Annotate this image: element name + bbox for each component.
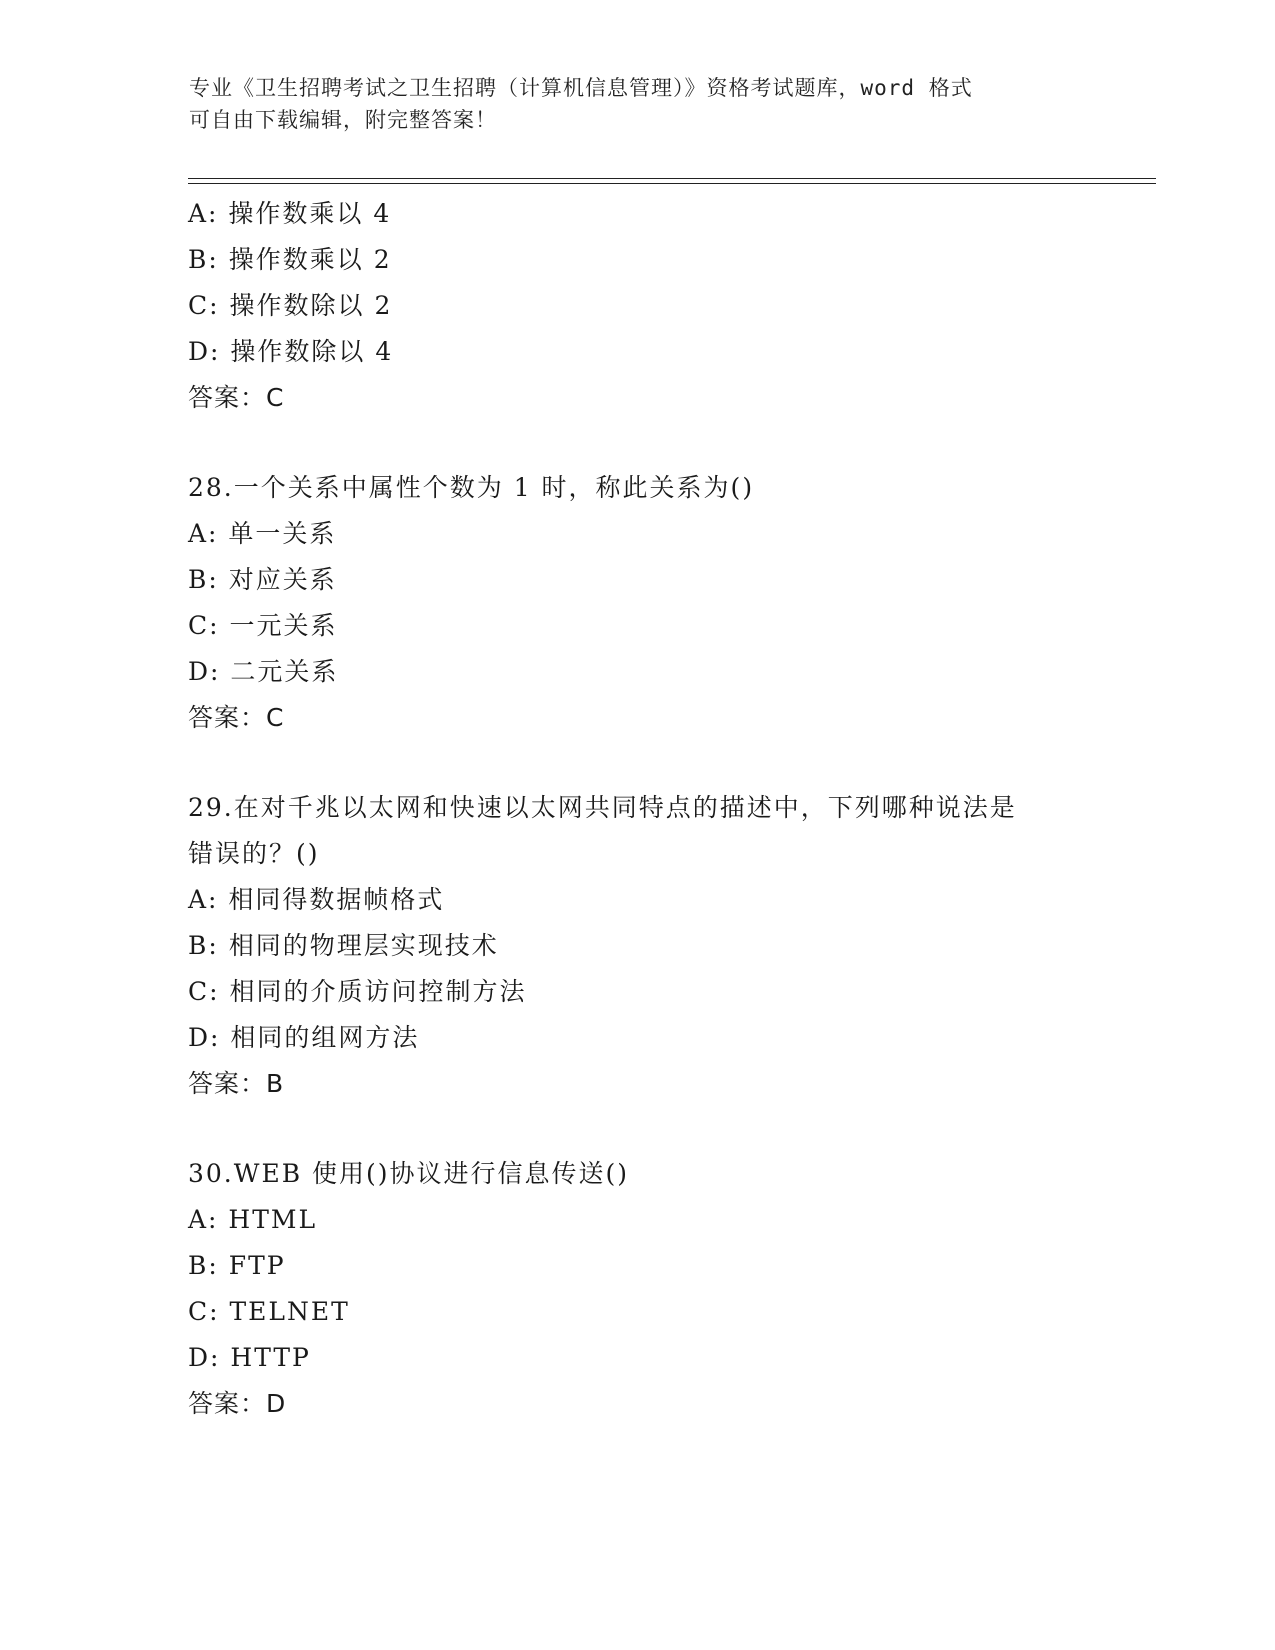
- answer-label: 答案：B: [188, 1069, 285, 1098]
- question-27-continued: [188, 191, 1088, 421]
- header-divider-top: [188, 178, 1156, 179]
- option-c: C: 操作数除以 2: [188, 291, 393, 320]
- header-title-line-2: 可自由下载编辑，附完整答案！: [189, 108, 497, 132]
- option-c: C: 相同的介质访问控制方法: [188, 977, 527, 1006]
- option-d: D: 相同的组网方法: [188, 1023, 420, 1052]
- document-header: [189, 72, 1089, 136]
- option-a: A: 操作数乘以 4: [188, 199, 392, 228]
- question-text: 28.一个关系中属性个数为 1 时，称此关系为(): [188, 473, 755, 502]
- option-a: A: HTML: [188, 1205, 318, 1234]
- question-29: [188, 785, 1088, 1107]
- option-d: D: 操作数除以 4: [188, 337, 394, 366]
- header-title-line-1: 专业《卫生招聘考试之卫生招聘（计算机信息管理）》资格考试题库，word 格式: [189, 76, 973, 100]
- option-a: A: 相同得数据帧格式: [188, 885, 445, 914]
- option-d: D: HTTP: [188, 1343, 311, 1372]
- header-divider-bottom: [188, 183, 1156, 184]
- question-28: [188, 465, 1088, 741]
- answer-label: 答案：D: [188, 1389, 287, 1418]
- answer-label: 答案：C: [188, 383, 285, 412]
- option-b: B: FTP: [188, 1251, 286, 1280]
- option-b: B: 对应关系: [188, 565, 337, 594]
- option-d: D: 二元关系: [188, 657, 339, 686]
- option-b: B: 相同的物理层实现技术: [188, 931, 499, 960]
- question-text: 30.WEB 使用()协议进行信息传送(): [188, 1159, 630, 1188]
- answer-label: 答案：C: [188, 703, 285, 732]
- option-c: C: TELNET: [188, 1297, 350, 1326]
- question-text-line-1: 29.在对千兆以太网和快速以太网共同特点的描述中，下列哪种说法是: [188, 793, 1017, 822]
- question-list: [188, 191, 1088, 1427]
- question-30: [188, 1151, 1088, 1427]
- option-a: A: 单一关系: [188, 519, 337, 548]
- option-b: B: 操作数乘以 2: [188, 245, 392, 274]
- option-c: C: 一元关系: [188, 611, 338, 640]
- question-text-line-2: 错误的？(): [188, 839, 320, 868]
